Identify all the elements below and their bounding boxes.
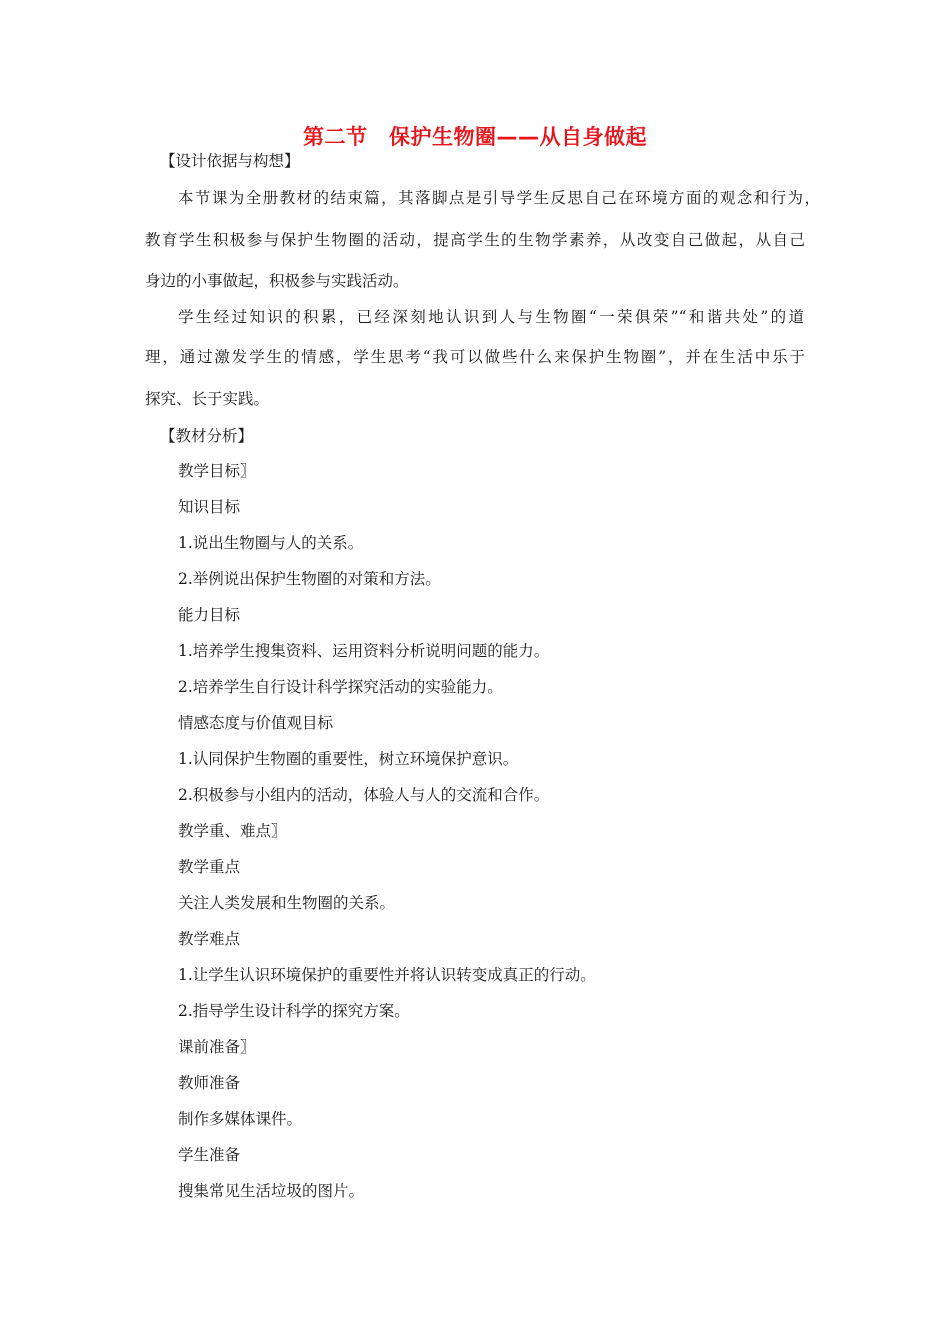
list-item: 1.说出生物圈与人的关系。 — [178, 534, 364, 552]
list-item: 教学重、难点〗 — [178, 822, 287, 840]
paragraph-line: 本节课为全册教材的结束篇，其落脚点是引导学生反思自己在环境方面的观念和行为， — [178, 189, 820, 207]
paragraph-line: 身边的小事做起，积极参与实践活动。 — [145, 272, 409, 290]
section-heading-design: 【设计依据与构想】 — [160, 152, 300, 170]
list-item: 2.培养学生自行设计科学探究活动的实验能力。 — [178, 678, 503, 696]
page-title: 第二节 保护生物圈——从自身做起 — [303, 125, 647, 149]
list-item: 1.让学生认识环境保护的重要性并将认识转变成真正的行动。 — [178, 966, 596, 984]
list-item: 2.举例说出保护生物圈的对策和方法。 — [178, 570, 441, 588]
paragraph-line: 教育学生积极参与保护生物圈的活动，提高学生的生物学素养，从改变自己做起，从自己 — [145, 231, 805, 249]
list-item: 知识目标 — [178, 498, 241, 516]
list-item: 2.积极参与小组内的活动，体验人与人的交流和合作。 — [178, 786, 550, 804]
section-heading-analysis: 【教材分析】 — [160, 427, 254, 445]
list-item: 1.培养学生搜集资料、运用资料分析说明问题的能力。 — [178, 642, 550, 660]
paragraph-line: 探究、长于实践。 — [145, 390, 270, 408]
paragraph-line: 学生经过知识的积累，已经深刻地认识到人与生物圈“一荣俱荣”“和谐共处”的道 — [178, 308, 804, 326]
list-item: 课前准备〗 — [178, 1038, 256, 1056]
list-item: 教学难点 — [178, 930, 241, 948]
list-item: 1.认同保护生物圈的重要性，树立环境保护意识。 — [178, 750, 519, 768]
list-item: 能力目标 — [178, 606, 241, 624]
list-item: 教学重点 — [178, 858, 241, 876]
list-item: 教师准备 — [178, 1074, 241, 1092]
list-item: 关注人类发展和生物圈的关系。 — [178, 894, 396, 912]
list-item: 2.指导学生设计科学的探究方案。 — [178, 1002, 410, 1020]
paragraph-line: 理，通过激发学生的情感，学生思考“我可以做些什么来保护生物圈”，并在生活中乐于 — [145, 348, 805, 366]
list-item: 情感态度与价值观目标 — [178, 714, 334, 732]
list-item: 学生准备 — [178, 1146, 241, 1164]
list-item: 教学目标〗 — [178, 462, 256, 480]
list-item: 制作多媒体课件。 — [178, 1110, 303, 1128]
list-item: 搜集常见生活垃圾的图片。 — [178, 1182, 365, 1200]
